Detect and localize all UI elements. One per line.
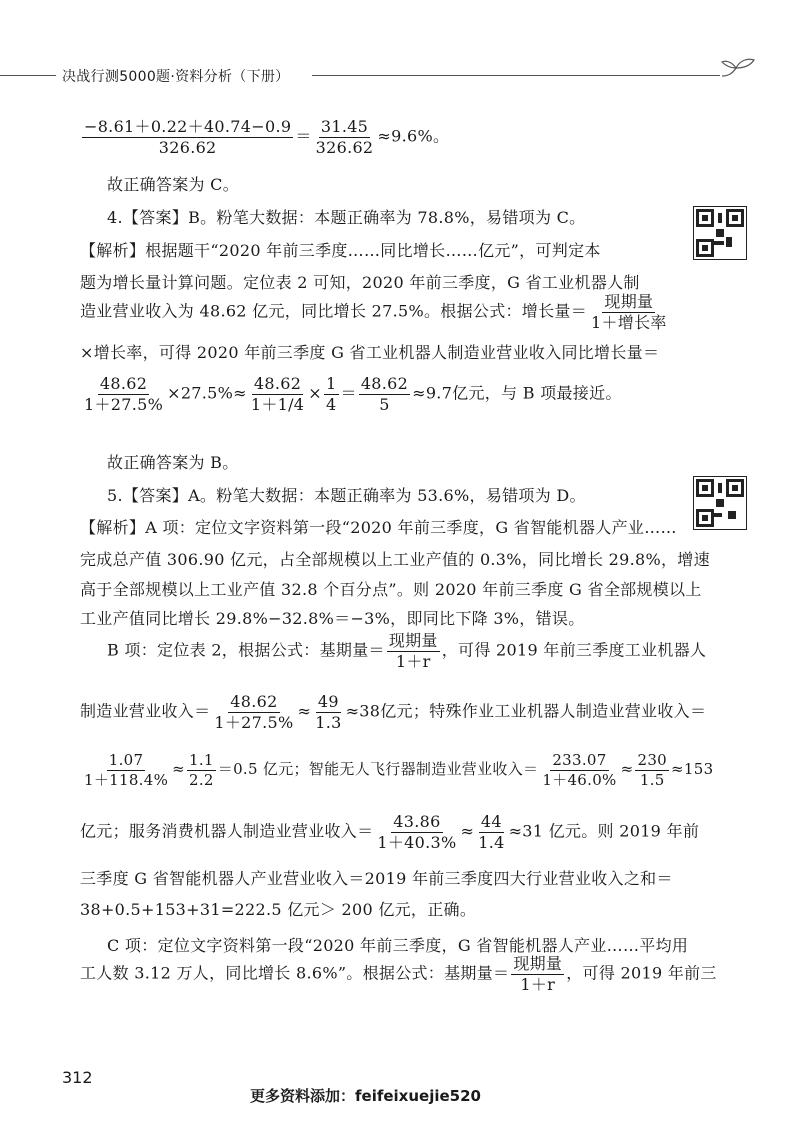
fraction: $\frac{44}{1.4}$ — [478, 812, 505, 852]
fraction: $\frac{43.86}{1+40.3\%}$ — [377, 812, 457, 852]
qr-code-icon — [693, 476, 747, 530]
analysis-line: 38+0.5+153+31=222.5 亿元＞ 200 亿元，正确。 — [80, 900, 477, 919]
page-number: 312 — [62, 1068, 93, 1087]
analysis-line: ×增长率，可得 2020 年前三季度 G 省工业机器人制造业营业收入同比增长量＝ — [80, 343, 660, 362]
fraction: $\frac{233.07}{1+46.0\%}$ — [542, 751, 617, 789]
formula-line: 亿元；服务消费机器人制造业营业收入＝ $\frac{43.86}{1+40.3\%}$ ≈ $\frac{44}{1.4}$ ≈31 亿元。则 2019 年前 — [80, 812, 700, 852]
formula-line: $\frac{1.07}{1+118.4\%}$ ≈ $\frac{1.1}{2.2}$ ＝0.5 亿元；智能无人飞行器制造业营业收入＝ $\frac{233.07}{1+46.0\%}$ ≈ $\frac{230}{1.5}$ ≈153 — [84, 751, 714, 789]
analysis-line: 工业产值同比增长 29.8%−32.8%＝−3%，即同比下降 3%，错误。 — [80, 609, 585, 628]
fraction: $\frac{-8.61+0.22+40.74-0.9}{326.62}$ — [84, 117, 292, 157]
analysis-line: 题为增长量计算问题。定位表 2 可知，2020 年前三季度，G 省工业机器人制 — [80, 273, 640, 292]
fraction: $\frac{230}{1.5}$ — [637, 751, 668, 789]
fraction: $\frac{49}{1.3}$ — [315, 692, 342, 732]
fraction: $\frac{48.62}{5}$ — [360, 374, 409, 414]
fraction: $\frac{1}{4}$ — [326, 374, 337, 414]
fraction: $\frac{\text{现期量}}{1+r}$ — [388, 631, 438, 671]
analysis-line: C 项：定位文字资料第一段“2020 年前三季度，G 省智能机器人产业……平均用 — [107, 936, 689, 955]
analysis-line: 三季度 G 省智能机器人产业营业收入＝2019 年前三季度四大行业营业收入之和＝ — [80, 869, 673, 888]
sprout-icon — [718, 50, 758, 82]
analysis-line: 完成总产值 306.90 亿元，占全部规模以上工业产值的 0.3%，同比增长 29.8%，增速 — [80, 550, 710, 569]
analysis-line: 高于全部规模以上工业产值 32.8 个百分点”。则 2020 年前三季度 G 省全部规模以上 — [80, 580, 702, 599]
fraction: $\frac{48.62}{1+27.5\%}$ — [214, 692, 294, 732]
header-rule-right — [312, 75, 720, 76]
fraction: $\frac{48.62}{1+27.5\%}$ — [84, 374, 164, 414]
fraction: $\frac{1.1}{2.2}$ — [189, 751, 214, 789]
fraction: $\frac{1.07}{1+118.4\%}$ — [84, 751, 169, 789]
answer-line: 故正确答案为 C。 — [107, 175, 240, 194]
fraction: $\frac{48.62}{1+1/4}$ — [250, 374, 305, 414]
analysis-line: 【解析】A 项：定位文字资料第一段“2020 年前三季度，G 省智能机器人产业…… — [80, 518, 677, 537]
fraction: $\frac{31.45}{326.62}$ — [315, 117, 374, 157]
fraction: $\frac{\text{现期量}}{\text{1＋增长率}}$ — [591, 292, 667, 332]
analysis-line: 造业营业收入为 48.62 亿元，同比增长 27.5%。根据公式：增长量＝ $\frac{\text{现期量}}{\text{1＋增长率}}$ — [80, 292, 667, 332]
analysis-line: B 项：定位表 2，根据公式：基期量＝ $\frac{\text{现期量}}{1+r}$ ，可得 2019 年前三季度工业机器人 — [107, 631, 707, 671]
header-rule-left — [0, 75, 56, 76]
qr-code-icon — [693, 206, 747, 260]
formula-line: 制造业营业收入＝ $\frac{48.62}{1+27.5\%}$ ≈ $\frac{49}{1.3}$ ≈38亿元；特殊作业工业机器人制造业营业收入＝ — [80, 692, 707, 732]
line-1: $\frac{-8.61+0.22+40.74-0.9}{326.62}$ ＝ $\frac{31.45}{326.62}$ ≈9.6%。 — [84, 117, 450, 157]
analysis-line: 【解析】根据题干“2020 年前三季度……同比增长……亿元”，可判定本 — [80, 241, 601, 260]
footer-note: 更多资料添加：feifeixuejie520 — [250, 1087, 481, 1105]
answer-heading-5: 5.【答案】A。粉笔大数据：本题正确率为 53.6%，易错项为 D。 — [107, 486, 586, 505]
answer-line: 故正确答案为 B。 — [107, 453, 239, 472]
analysis-line: 工人数 3.12 万人，同比增长 8.6%”。根据公式：基期量＝ $\frac{\text{现期量}}{1+r}$ ，可得 2019 年前三 — [80, 954, 717, 994]
fraction: $\frac{\text{现期量}}{1+r}$ — [513, 954, 563, 994]
formula-line: $\frac{48.62}{1+27.5\%}$ ×27.5%≈ $\frac{48.62}{1+1/4}$ × $\frac{1}{4}$ ＝ $\frac{48.62}{5}$ ≈9.7亿元，与 B 项最接近。 — [84, 374, 622, 414]
header-title: 决战行测5000题·资料分析（下册） — [62, 69, 290, 85]
answer-heading-4: 4.【答案】B。粉笔大数据：本题正确率为 78.8%，易错项为 C。 — [107, 208, 586, 227]
